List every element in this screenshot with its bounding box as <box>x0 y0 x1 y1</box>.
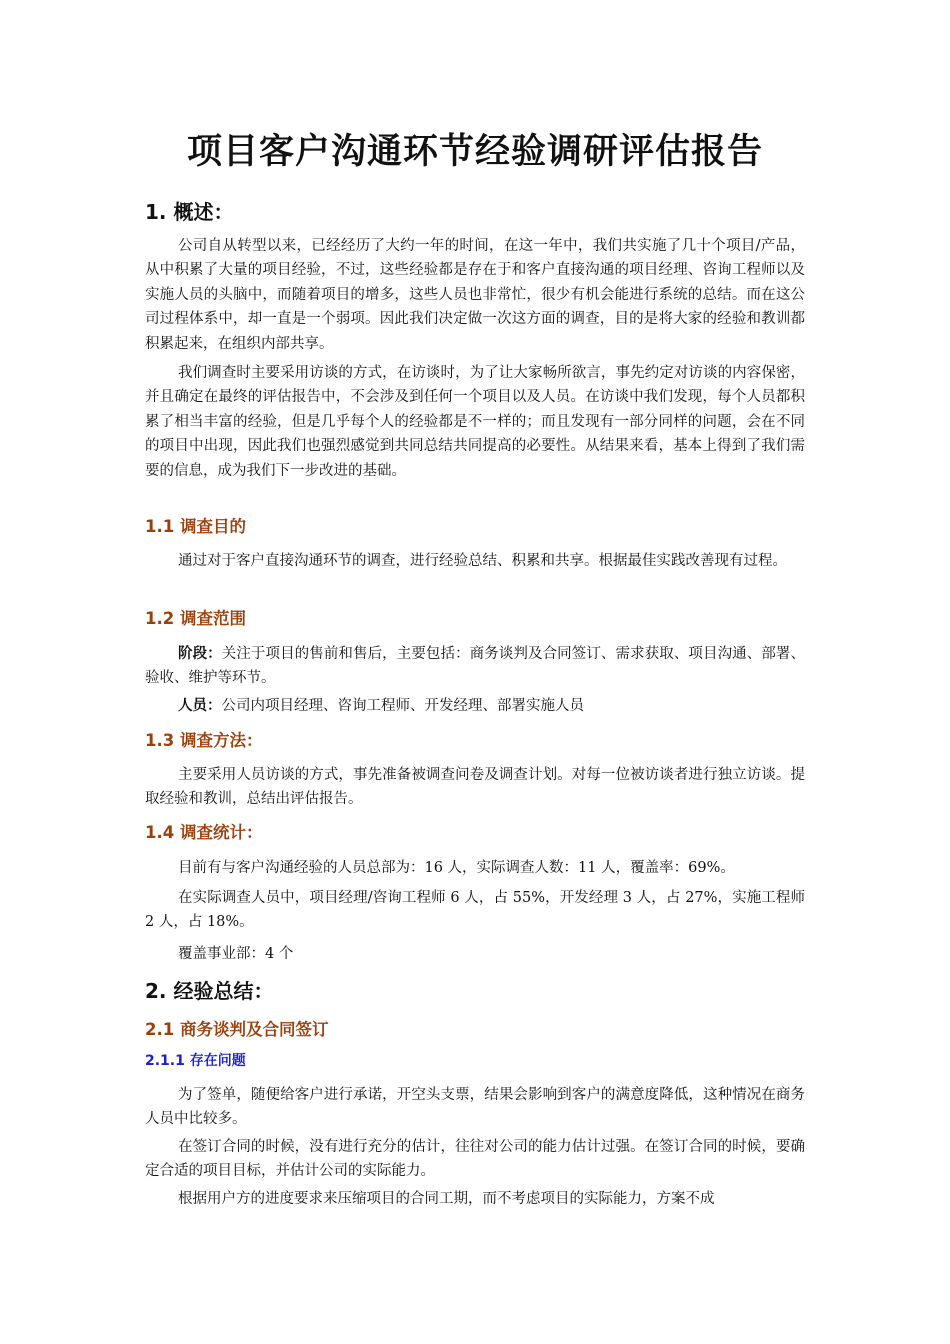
stage-label: 阶段： <box>178 645 222 662</box>
issue-paragraph-1: 为了签单，随便给客户进行承诺，开空头支票，结果会影响到客户的满意度降低，这种情况在商务人员中比较多。 <box>145 1087 805 1128</box>
scope-staff-paragraph <box>145 694 805 718</box>
section-1-3-heading: 1.3 调查方法： <box>145 731 263 750</box>
overview-paragraph-1: 公司自从转型以来，已经经历了大约一年的时间，在这一年中，我们共实施了几十个项目/产品，从中积累了大量的项目经验，不过，这些经验都是存在于和客户直接沟通的项目经理、咨询工程师以及实施人员的头脑中，而随着项目的增多，这些人员也非常忙，很少有机会能进行系统的总结。而在这公司过程体系中，却一直是一个弱项。因此我们决定做一次这方面的调查，目的是将大家的经验和教训都积累起来，在组织内部共享。 <box>145 238 805 352</box>
staff-label: 人员： <box>178 697 222 714</box>
section-2-1-1-heading: 2.1.1 存在问题 <box>145 1053 246 1069</box>
stage-text: 关注于项目的售前和售后，主要包括：商务谈判及合同签订、需求获取、项目沟通、部署、验收、维护等环节。 <box>145 646 805 687</box>
method-paragraph: 主要采用人员访谈的方式，事先准备被调查问卷及调查计划。对每一位被访谈者进行独立访谈。提取经验和教训，总结出评估报告。 <box>145 767 805 808</box>
section-1-2-heading: 1.2 调查范围 <box>145 609 246 628</box>
section-1-4-heading: 1.4 调查统计： <box>145 823 263 842</box>
staff-text: 公司内项目经理、咨询工程师、开发经理、部署实施人员 <box>221 698 584 714</box>
document-title: 项目客户沟通环节经验调研评估报告 <box>186 132 763 172</box>
issue-paragraph-3: 根据用户方的进度要求来压缩项目的合同工期，而不考虑项目的实际能力，方案不成 <box>178 1191 715 1207</box>
section-1-heading: 1. 概述： <box>145 200 234 224</box>
section-1-1-heading: 1.1 调查目的 <box>145 517 246 536</box>
stats-paragraph-1: 目前有与客户沟通经验的人员总部为：16 人，实际调查人数：11 人，覆盖率：69%。 <box>178 860 735 876</box>
section-2-heading: 2. 经验总结： <box>145 979 274 1003</box>
stats-paragraph-2: 在实际调查人员中，项目经理/咨询工程师 6 人，占 55%，开发经理 3 人，占 27%，实施工程师 2 人，占 18%。 <box>145 890 805 931</box>
purpose-paragraph: 通过对于客户直接沟通环节的调查，进行经验总结、积累和共享。根据最佳实践改善现有过程。 <box>178 553 787 569</box>
section-2-1-heading: 2.1 商务谈判及合同签订 <box>145 1020 329 1039</box>
stats-paragraph-3: 覆盖事业部：4 个 <box>178 946 294 962</box>
scope-stage-paragraph <box>145 642 805 691</box>
issue-paragraph-2: 在签订合同的时候，没有进行充分的估计，往往对公司的能力估计过强。在签订合同的时候，要确定合适的项目目标，并估计公司的实际能力。 <box>145 1139 805 1180</box>
overview-paragraph-2: 我们调查时主要采用访谈的方式，在访谈时，为了让大家畅所欲言，事先约定对访谈的内容保密，并且确定在最终的评估报告中，不会涉及到任何一个项目以及人员。在访谈中我们发现，每个人员都积累了相当丰富的经验，但是几乎每个人的经验都是不一样的；而且发现有一部分同样的问题，会在不同的项目中出现，因此我们也强烈感觉到共同总结共同提高的必要性。从结果来看，基本上得到了我们需要的信息，成为我们下一步改进的基础。 <box>145 365 805 479</box>
